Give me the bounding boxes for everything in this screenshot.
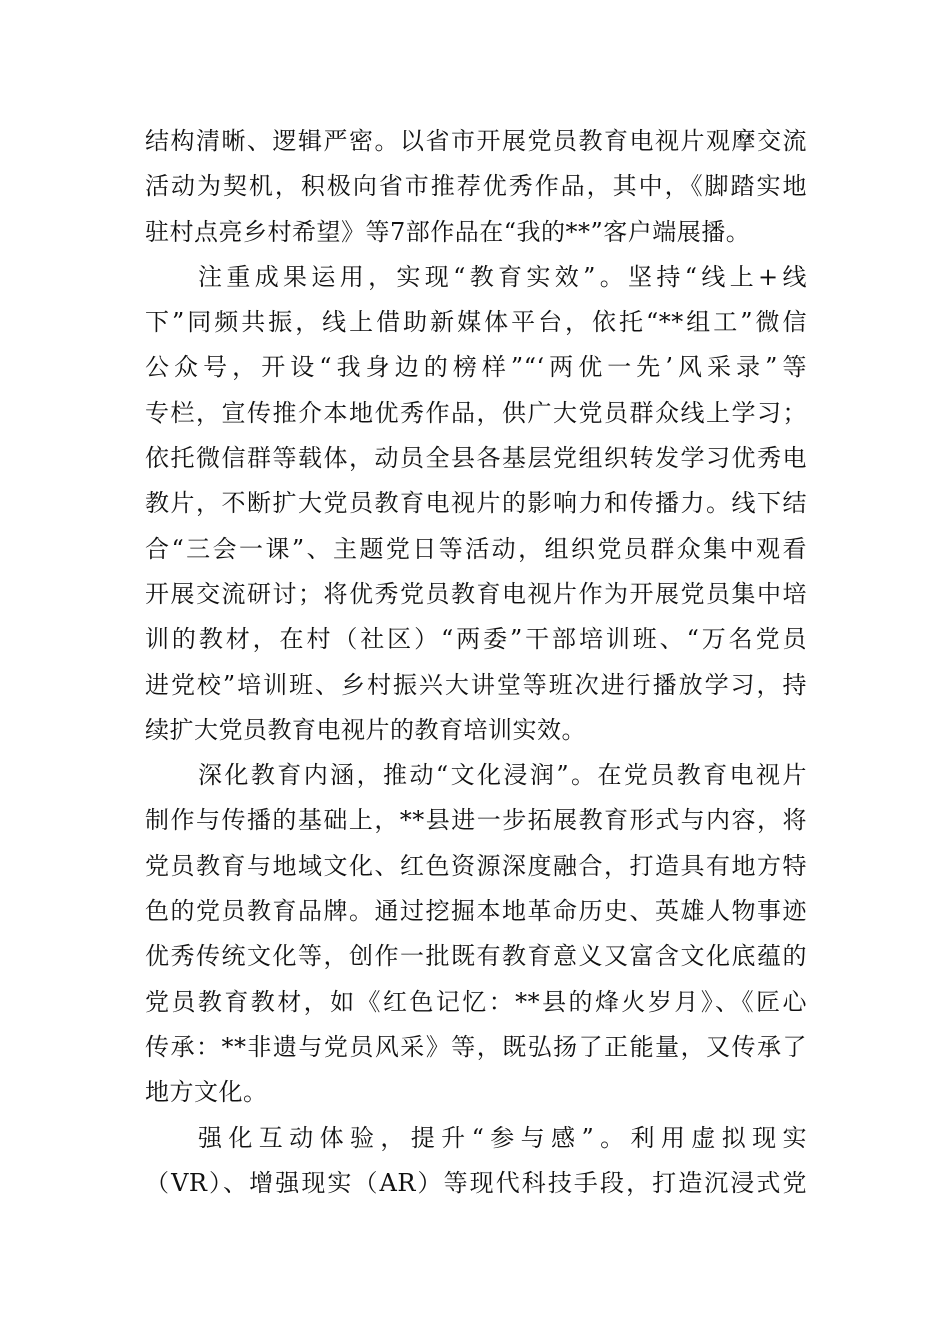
- text-line: 下”同频共振，线上借助新媒体平台，依托“**组工”微信: [145, 308, 807, 337]
- text-line: 驻村点亮乡村希望》等7部作品在“我的**”客户端展播。: [145, 217, 751, 246]
- text-line: 注重成果运用，实现“教育实效”。坚持“线上+线: [198, 262, 807, 291]
- text-line: 合“三会一课”、主题党日等活动，组织党员群众集中观看: [145, 534, 807, 563]
- text-line: 制作与传播的基础上，**县进一步拓展教育形式与内容，将: [145, 806, 807, 835]
- text-line: 公众号，开设“我身边的榜样”“‘两优一先’风采录”等: [145, 353, 807, 382]
- text-line: 进党校”培训班、乡村振兴大讲堂等班次进行播放学习，持: [145, 670, 807, 699]
- text-line: 党员教育教材，如《红色记忆：**县的烽火岁月》、《匠心: [145, 987, 807, 1016]
- text-line: 党员教育与地域文化、红色资源深度融合，打造具有地方特: [145, 851, 807, 880]
- text-line: 结构清晰、逻辑严密。以省市开展党员教育电视片观摩交流: [145, 127, 807, 155]
- text-line: 专栏，宣传推介本地优秀作品，供广大党员群众线上学习；: [145, 398, 807, 427]
- text-lines: [145, 119, 807, 1206]
- text-line: 教片，不断扩大党员教育电视片的影响力和传播力。线下结: [145, 489, 807, 518]
- text-line: 色的党员教育品牌。通过挖掘本地革命历史、英雄人物事迹: [145, 897, 807, 926]
- text-line: 地方文化。: [145, 1078, 268, 1107]
- text-line: 优秀传统文化等，创作一批既有教育意义又富含文化底蕴的: [145, 942, 807, 971]
- document-body: [145, 119, 807, 1206]
- text-line: 强化互动体验，提升“参与感”。利用虚拟现实: [198, 1123, 807, 1152]
- text-line: 传承：**非遗与党员风采》等，既弘扬了正能量，又传承了: [145, 1032, 807, 1061]
- text-line: 训的教材，在村（社区）“两委”干部培训班、“万名党员: [145, 625, 807, 654]
- text-line: 活动为契机，积极向省市推荐优秀作品，其中，《脚踏实地: [145, 172, 807, 201]
- text-line: 续扩大党员教育电视片的教育培训实效。: [145, 715, 586, 744]
- text-line: 开展交流研讨；将优秀党员教育电视片作为开展党员集中培: [145, 579, 807, 608]
- text-line: （VR）、增强现实（AR）等现代科技手段，打造沉浸式党: [145, 1168, 807, 1197]
- text-line: 深化教育内涵，推动“文化浸润”。在党员教育电视片: [198, 761, 807, 790]
- text-line: 依托微信群等载体，动员全县各基层党组织转发学习优秀电: [145, 444, 807, 473]
